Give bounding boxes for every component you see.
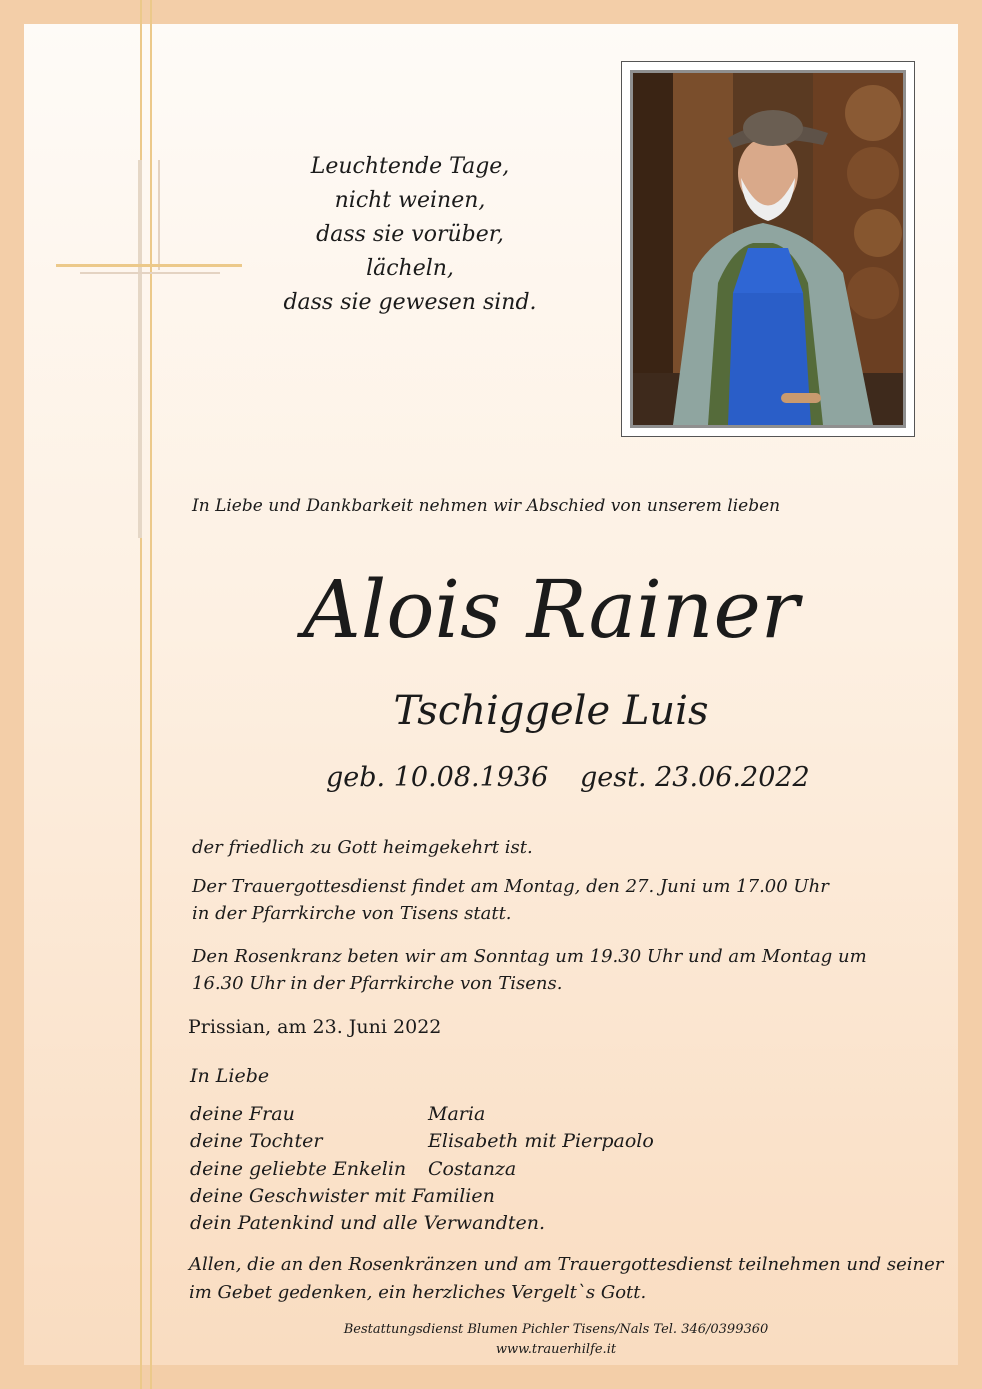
poem-line: lächeln, (366, 256, 454, 281)
place-date: Prissian, am 23. Juni 2022 (188, 1016, 442, 1038)
mourner-relation: deine Tochter (190, 1130, 323, 1152)
portrait-photo (630, 70, 906, 428)
poem (260, 150, 560, 320)
portrait-frame (621, 61, 915, 437)
mourner-relation: deine geliebte Enkelin (190, 1158, 407, 1180)
mourner-names: Elisabeth mit Pierpaolo (428, 1130, 654, 1152)
thanks-line-2: im Gebet gedenken, ein herzliches Vergelt`s Gott. (189, 1282, 647, 1303)
cross-shadow-bar (80, 272, 220, 274)
mourner-relation: deine Frau (190, 1103, 295, 1125)
paragraph-rosary-1: Den Rosenkranz beten wir am Sonntag um 19.30 Uhr und am Montag um (192, 946, 867, 967)
cross-vertical-bar (138, 160, 142, 538)
intro-text: In Liebe und Dankbarkeit nehmen wir Abschied von unserem lieben (192, 496, 781, 516)
cross-horizontal-bar (56, 264, 242, 267)
paragraph-service-2: in der Pfarrkirche von Tisens statt. (192, 903, 512, 924)
poem-line: Leuchtende Tage, (310, 154, 510, 179)
poem-line: nicht weinen, (334, 188, 486, 213)
paragraph-service-1: Der Trauergottesdienst findet am Montag, den 27. Juni um 17.00 Uhr (192, 876, 829, 897)
website-url: www.trauerhilfe.it (495, 1342, 617, 1357)
portrait-illustration (633, 73, 903, 425)
poem-line: dass sie gewesen sind. (283, 290, 537, 315)
thanks-line-1: Allen, die an den Rosenkränzen und am Trauergottesdienst teilnehmen und seiner (189, 1254, 944, 1275)
funeral-service-info: Bestattungsdienst Blumen Pichler Tisens/Nals Tel. 346/0399360 (343, 1322, 769, 1337)
deceased-nickname: Tschiggele Luis (393, 688, 709, 734)
deceased-name: Alois Rainer (302, 563, 800, 656)
death-date: gest. 23.06.2022 (580, 762, 810, 793)
paragraph-rosary-2: 16.30 Uhr in der Pfarrkirche von Tisens. (192, 973, 563, 994)
mourners-heading: In Liebe (190, 1065, 270, 1087)
birth-date: geb. 10.08.1936 (326, 762, 549, 793)
mourner-names: Maria (428, 1103, 486, 1125)
mourner-names: Costanza (428, 1158, 517, 1180)
poem-line: dass sie vorüber, (316, 222, 504, 247)
mourner-relation: dein Patenkind und alle Verwandten. (190, 1212, 546, 1234)
paragraph-returned: der friedlich zu Gott heimgekehrt ist. (192, 837, 533, 858)
cross-upper-bar (158, 160, 160, 270)
mourner-relation: deine Geschwister mit Familien (190, 1185, 495, 1207)
